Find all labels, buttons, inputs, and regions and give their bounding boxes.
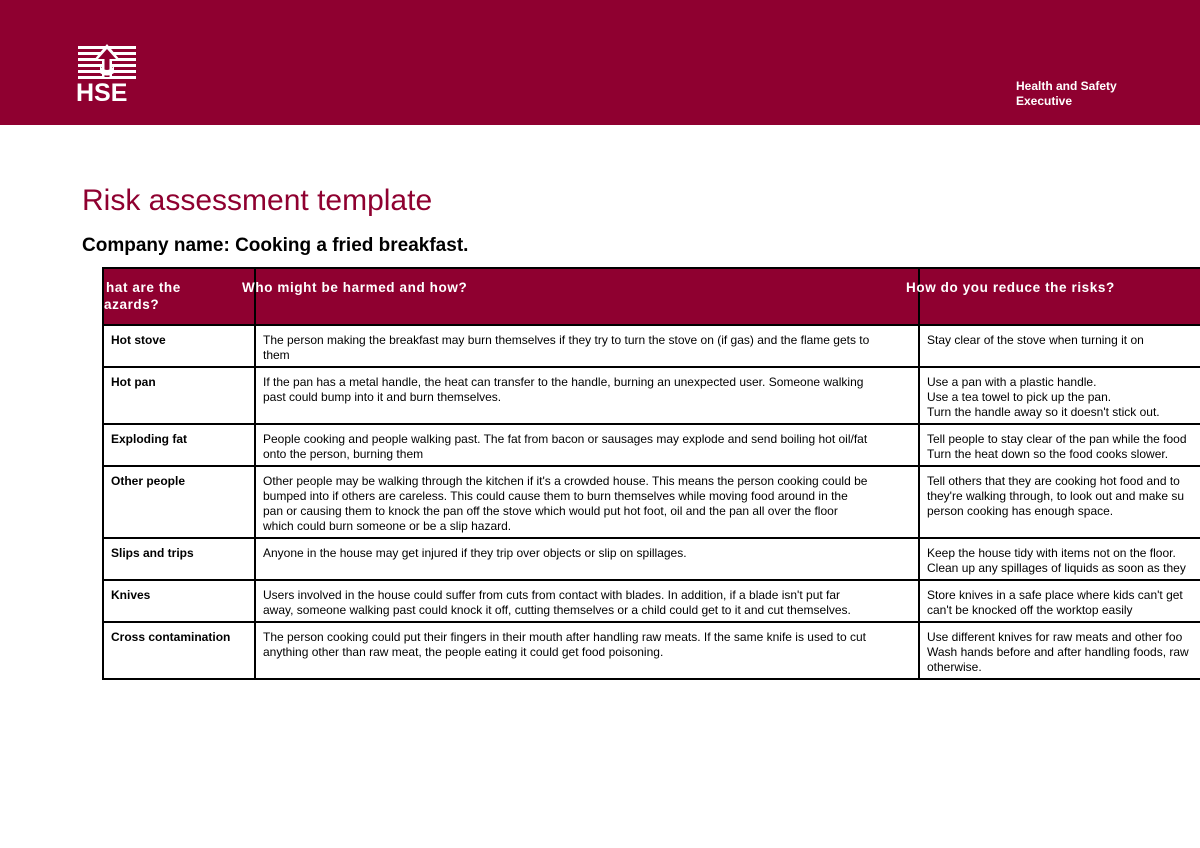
cell-text-line: Tell people to stay clear of the pan while the food bbox=[927, 432, 1187, 446]
reduce-risk-cell bbox=[919, 466, 1200, 538]
hazard-cell: Hot stove bbox=[103, 325, 255, 367]
table-row bbox=[103, 367, 1200, 424]
header-hazards-line-1: hat are the bbox=[106, 280, 181, 295]
logo-text: HSE bbox=[76, 79, 128, 107]
header-hazards-line-2: azards? bbox=[104, 297, 160, 312]
cell-text-line: Keep the house tidy with items not on the floor. bbox=[927, 546, 1176, 560]
cell-text-line: person cooking has enough space. bbox=[927, 504, 1114, 518]
risk-table bbox=[102, 267, 1200, 680]
hazard-cell: Other people bbox=[103, 466, 255, 538]
table-header-row bbox=[103, 268, 1200, 325]
cell-text-line: Tell others that they are cooking hot food and to bbox=[927, 474, 1180, 488]
hazard-cell: Exploding fat bbox=[103, 424, 255, 466]
reduce-risk-cell bbox=[919, 424, 1200, 466]
reduce-risk-cell bbox=[919, 622, 1200, 679]
cell-text-line: Turn the handle away so it doesn't stick out. bbox=[927, 405, 1160, 419]
cell-text-line: Anyone in the house may get injured if they trip over objects or slip on spillages. bbox=[263, 546, 687, 560]
company-name: Company name: Cooking a fried breakfast. bbox=[82, 235, 469, 256]
organisation-name bbox=[1016, 79, 1117, 109]
cell-text-line: Turn the heat down so the food cooks slower. bbox=[927, 447, 1169, 461]
header-reduce-label: How do you reduce the risks? bbox=[906, 280, 1115, 295]
cell-text-line: otherwise. bbox=[927, 660, 982, 674]
org-line-2: Executive bbox=[1016, 94, 1073, 108]
header-who-label: Who might be harmed and how? bbox=[242, 280, 468, 295]
cell-text-line: can't be knocked off the worktop easily bbox=[927, 603, 1133, 617]
who-harmed-cell bbox=[255, 580, 919, 622]
cell-text-line: pan or causing them to knock the pan off the stove which would put hot foot, oil and the pan all over the floor bbox=[263, 504, 838, 518]
table-row bbox=[103, 622, 1200, 679]
header-banner bbox=[0, 0, 1200, 125]
hazard-cell: Slips and trips bbox=[103, 538, 255, 580]
who-harmed-cell bbox=[255, 466, 919, 538]
reduce-risk-cell bbox=[919, 325, 1200, 367]
hazard-cell: Cross contamination bbox=[103, 622, 255, 679]
cell-text-line: Clean up any spillages of liquids as soon as they bbox=[927, 561, 1186, 575]
cell-text-line: which could burn someone or be a slip hazard. bbox=[263, 519, 512, 533]
cell-text-line: anything other than raw meat, the people eating it could get food poisoning. bbox=[263, 645, 664, 659]
header-who bbox=[242, 268, 919, 325]
cell-text-line: The person cooking could put their fingers in their mouth after handling raw meats. If the same knife is used to cut bbox=[263, 630, 866, 644]
cell-text-line: Users involved in the house could suffer from cuts from contact with blades. In addition, if a blade isn't put far bbox=[263, 588, 841, 602]
cell-text-line: People cooking and people walking past. The fat from bacon or sausages may explode and send boiling hot oil/fat bbox=[263, 432, 868, 446]
cell-text-line: past could bump into it and burn themselves. bbox=[263, 390, 502, 404]
table-row bbox=[103, 538, 1200, 580]
page-title: Risk assessment template bbox=[82, 184, 433, 217]
reduce-risk-cell bbox=[919, 367, 1200, 424]
table-row bbox=[103, 580, 1200, 622]
cell-text-line: If the pan has a metal handle, the heat can transfer to the handle, burning an unexpected user. Someone walking bbox=[263, 375, 864, 389]
cell-text-line: Wash hands before and after handling foods, raw bbox=[927, 645, 1189, 659]
reduce-risk-cell bbox=[919, 538, 1200, 580]
header-reduce bbox=[906, 268, 1200, 325]
reduce-risk-cell bbox=[919, 580, 1200, 622]
table-row bbox=[103, 325, 1200, 367]
cell-text-line: Stay clear of the stove when turning it on bbox=[927, 333, 1144, 347]
who-harmed-cell bbox=[255, 424, 919, 466]
cell-text-line: Other people may be walking through the kitchen if it's a crowded house. This means the person cooking could be bbox=[263, 474, 868, 488]
cell-text-line: Use a pan with a plastic handle. bbox=[927, 375, 1097, 389]
who-harmed-cell bbox=[255, 538, 919, 580]
who-harmed-cell bbox=[255, 622, 919, 679]
cell-text-line: Store knives in a safe place where kids can't get bbox=[927, 588, 1183, 602]
cell-text-line: Use different knives for raw meats and other foo bbox=[927, 630, 1183, 644]
cell-text-line: The person making the breakfast may burn themselves if they try to turn the stove on (if gas) and the flame gets to bbox=[263, 333, 870, 347]
hazard-cell: Hot pan bbox=[103, 367, 255, 424]
header-hazards bbox=[103, 268, 255, 325]
org-line-1: Health and Safety bbox=[1016, 79, 1117, 93]
cell-text-line: bumped into if others are careless. This could cause them to burn themselves while moving food around in the bbox=[263, 489, 848, 503]
cell-text-line: onto the person, burning them bbox=[263, 447, 424, 461]
cell-text-line: Use a tea towel to pick up the pan. bbox=[927, 390, 1112, 404]
hazard-cell: Knives bbox=[103, 580, 255, 622]
cell-text-line: they're walking through, to look out and make su bbox=[927, 489, 1185, 503]
table-row bbox=[103, 466, 1200, 538]
cell-text-line: them bbox=[263, 348, 290, 362]
who-harmed-cell bbox=[255, 367, 919, 424]
cell-text-line: away, someone walking past could knock it off, cutting themselves or a child could get to it and cut themselves. bbox=[263, 603, 851, 617]
table-row bbox=[103, 424, 1200, 466]
who-harmed-cell bbox=[255, 325, 919, 367]
